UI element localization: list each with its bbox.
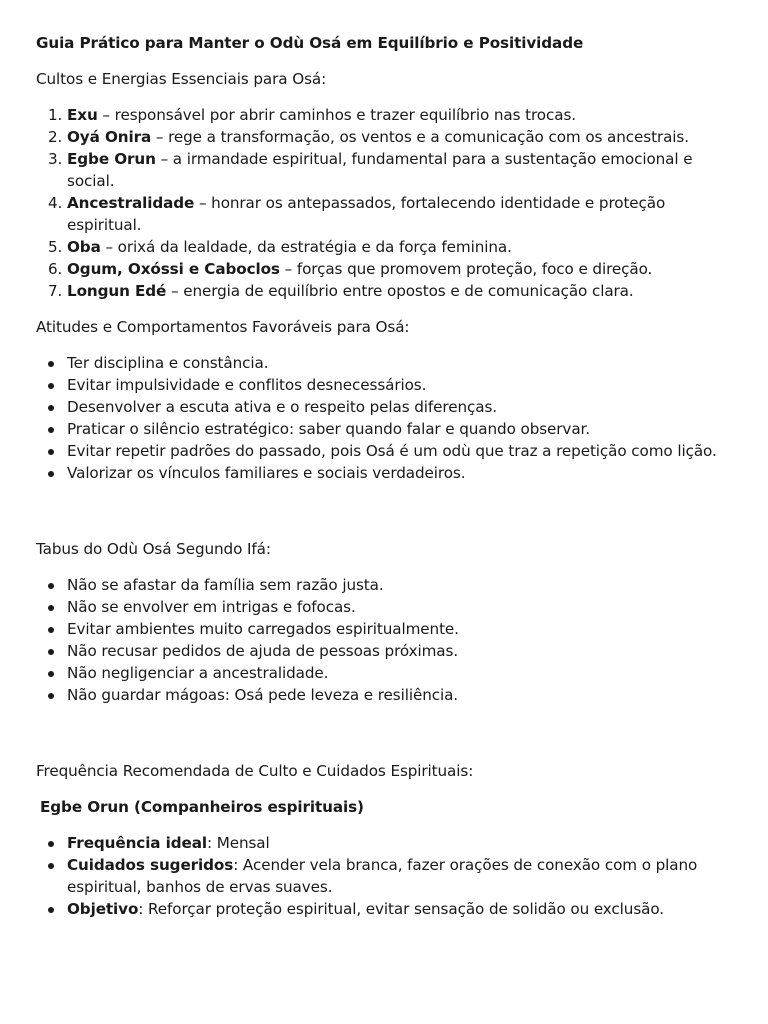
list-item: Não negligenciar a ancestralidade. xyxy=(67,662,736,684)
item-label: Cuidados sugeridos xyxy=(67,856,234,874)
list-item: Evitar ambientes muito carregados espiritualmente. xyxy=(67,618,736,640)
list-item: Não recusar pedidos de ajuda de pessoas próximas. xyxy=(67,640,736,662)
item-name: Exu xyxy=(67,106,98,124)
item-desc: – responsável por abrir caminhos e trazer equilíbrio nas trocas. xyxy=(97,106,576,124)
item-desc: – orixá da lealdade, da estratégia e da força feminina. xyxy=(100,238,512,256)
list-item xyxy=(67,854,736,898)
item-name: Ancestralidade xyxy=(67,194,195,212)
tabus-list xyxy=(36,574,736,706)
item-desc: – energia de equilíbrio entre opostos e de comunicação clara. xyxy=(166,282,634,300)
item-name: Ogum, Oxóssi e Caboclos xyxy=(67,260,280,278)
item-name: Egbe Orun xyxy=(67,150,156,168)
list-item: Ter disciplina e constância. xyxy=(67,352,736,374)
page-title: Guia Prático para Manter o Odù Osá em Equilíbrio e Positividade xyxy=(36,34,584,52)
item-desc: – honrar os antepassados, fortalecendo identidade e proteção espiritual. xyxy=(67,194,666,234)
list-item: Desenvolver a escuta ativa e o respeito pelas diferenças. xyxy=(67,396,736,418)
item-text: : Acender vela branca, fazer orações de conexão com o plano espiritual, banhos de ervas suaves. xyxy=(67,856,698,896)
list-item xyxy=(67,126,736,148)
item-desc: – forças que promovem proteção, foco e direção. xyxy=(279,260,653,278)
list-item: Praticar o silêncio estratégico: saber quando falar e quando observar. xyxy=(67,418,736,440)
cultos-heading: Cultos e Energias Essenciais para Osá: xyxy=(36,70,327,88)
item-desc: – rege a transformação, os ventos e a comunicação com os ancestrais. xyxy=(151,128,689,146)
list-item: Não se afastar da família sem razão justa. xyxy=(67,574,736,596)
atitudes-heading: Atitudes e Comportamentos Favoráveis para Osá: xyxy=(36,318,410,336)
spacer xyxy=(36,720,736,760)
list-item: Evitar repetir padrões do passado, pois Osá é um odù que traz a repetição como lição. xyxy=(67,440,736,462)
list-item xyxy=(67,280,736,302)
item-name: Longun Edé xyxy=(67,282,167,300)
list-item: Não guardar mágoas: Osá pede leveza e resiliência. xyxy=(67,684,736,706)
atitudes-list xyxy=(36,352,736,484)
document-page xyxy=(36,32,736,934)
list-item xyxy=(67,258,736,280)
list-item: Valorizar os vínculos familiares e sociais verdadeiros. xyxy=(67,462,736,484)
tabus-heading: Tabus do Odù Osá Segundo Ifá: xyxy=(36,540,271,558)
item-text: : Reforçar proteção espiritual, evitar sensação de solidão ou exclusão. xyxy=(138,900,664,918)
list-item xyxy=(67,104,736,126)
spacer xyxy=(36,498,736,538)
list-item: Evitar impulsividade e conflitos desnecessários. xyxy=(67,374,736,396)
item-label: Frequência ideal xyxy=(67,834,207,852)
frequencia-heading: Frequência Recomendada de Culto e Cuidados Espirituais: xyxy=(36,762,474,780)
list-item: Não se envolver em intrigas e fofocas. xyxy=(67,596,736,618)
list-item xyxy=(67,898,736,920)
item-name: Oyá Onira xyxy=(67,128,152,146)
list-item xyxy=(67,832,736,854)
item-name: Oba xyxy=(67,238,101,256)
cultos-list xyxy=(36,104,736,302)
item-text: : Mensal xyxy=(206,834,270,852)
item-desc: – a irmandade espiritual, fundamental para a sustentação emocional e social. xyxy=(67,150,693,190)
list-item xyxy=(67,148,736,192)
list-item xyxy=(67,236,736,258)
frequencia-subheading: Egbe Orun (Companheiros espirituais) xyxy=(40,798,364,816)
item-label: Objetivo xyxy=(67,900,139,918)
frequencia-list xyxy=(36,832,736,920)
list-item xyxy=(67,192,736,236)
